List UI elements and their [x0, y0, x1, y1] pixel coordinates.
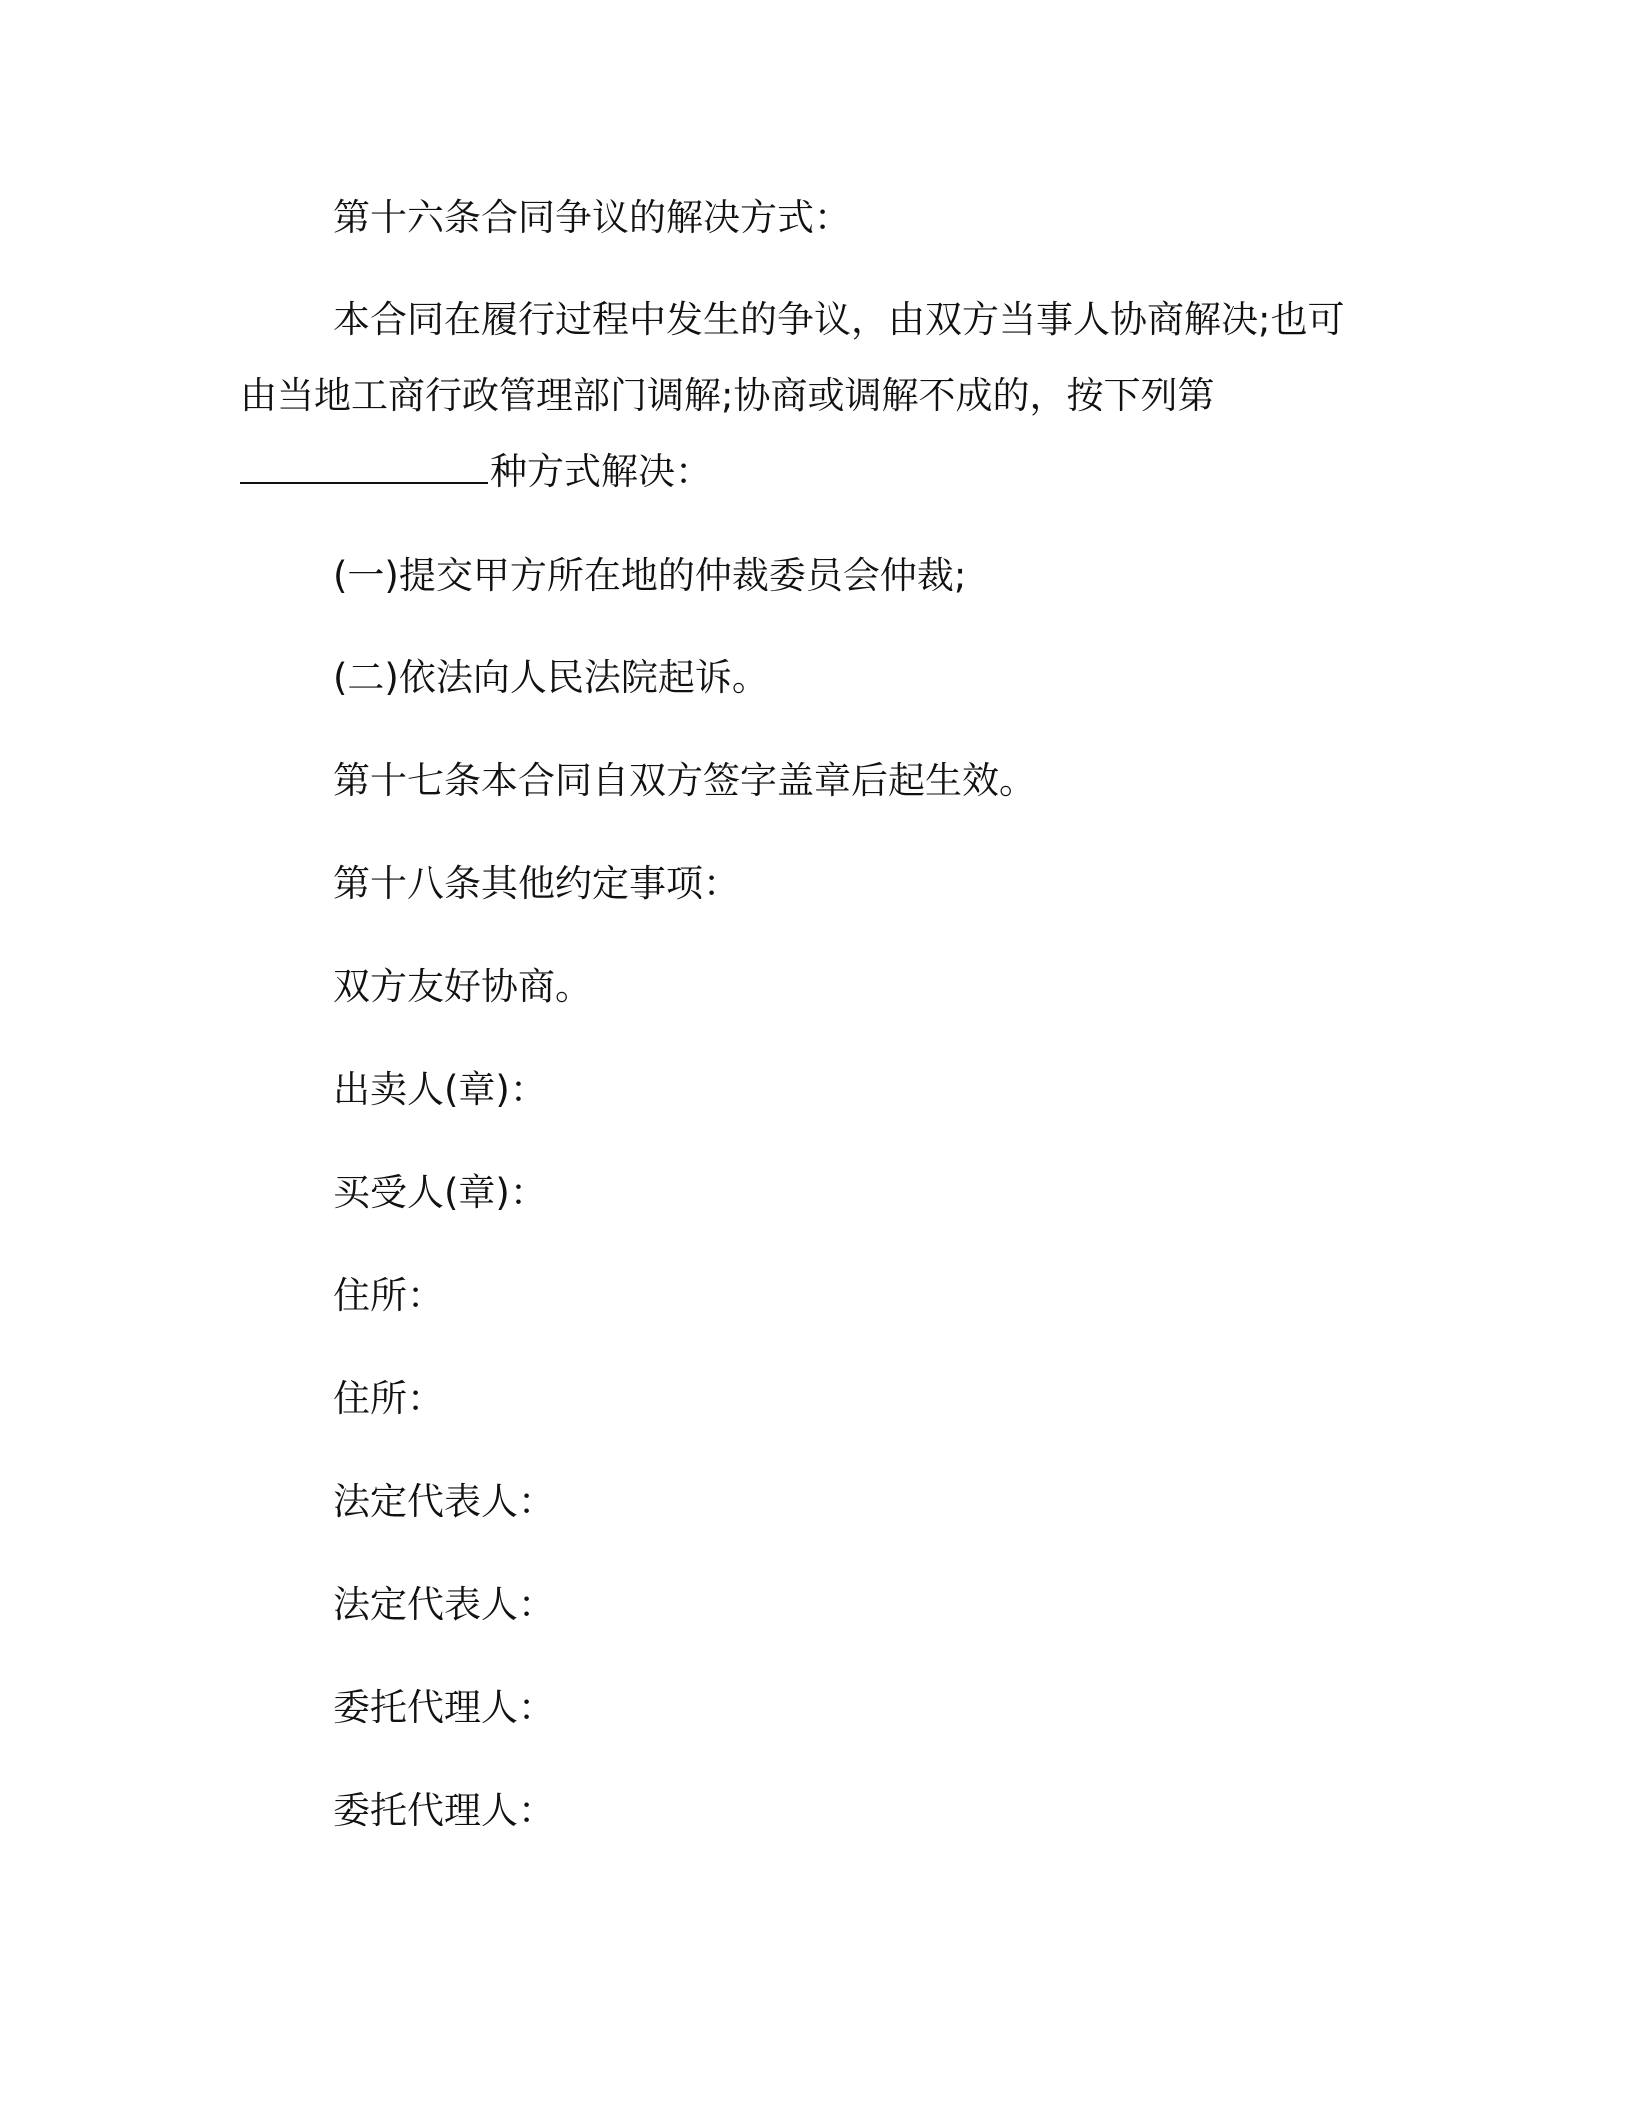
option-1: (一)提交甲方所在地的仲裁委员会仲裁;	[333, 554, 967, 597]
article-16-body-line-3	[240, 450, 712, 494]
article-18-body: 双方友好协商。	[333, 965, 592, 1008]
article-18-title: 第十八条其他约定事项：	[333, 862, 740, 905]
buyer-agent-label: 委托代理人：	[333, 1789, 555, 1832]
buyer-legal-rep-label: 法定代表人：	[333, 1583, 555, 1626]
article-16-body-line-2: 由当地工商行政管理部门调解;协商或调解不成的，按下列第	[240, 374, 1215, 417]
seller-address-label: 住所：	[333, 1274, 444, 1317]
fill-in-blank	[240, 452, 488, 484]
seller-legal-rep-label: 法定代表人：	[333, 1480, 555, 1523]
buyer-seal-label: 买受人(章)：	[333, 1171, 547, 1214]
article-16-title: 第十六条合同争议的解决方式：	[333, 196, 851, 239]
article-17: 第十七条本合同自双方签字盖章后起生效。	[333, 759, 1036, 802]
article-16-body-line-1: 本合同在履行过程中发生的争议，由双方当事人协商解决;也可	[333, 298, 1345, 341]
article-16-body-line-3-text: 种方式解决：	[490, 450, 712, 493]
seller-seal-label: 出卖人(章)：	[333, 1068, 547, 1111]
buyer-address-label: 住所：	[333, 1377, 444, 1420]
option-2: (二)依法向人民法院起诉。	[333, 656, 769, 699]
seller-agent-label: 委托代理人：	[333, 1686, 555, 1729]
